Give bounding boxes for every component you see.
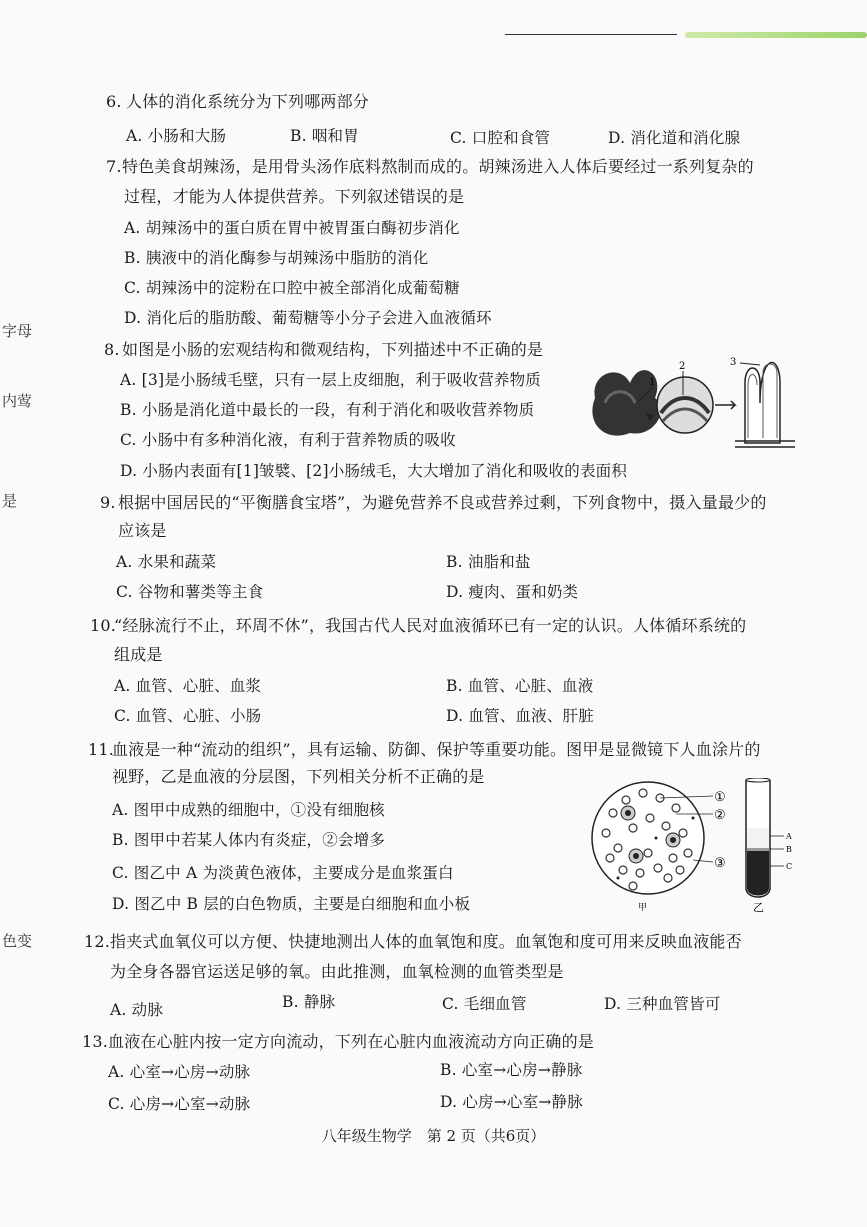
fig-label-yi: 乙	[753, 901, 764, 914]
option-a: A. 血管、心脏、血浆	[114, 677, 262, 695]
margin-note: 内莺	[2, 392, 33, 410]
margin-note: 是	[2, 492, 18, 510]
header-rule	[505, 34, 677, 35]
question-stem: 特色美食胡辣汤，是用骨头汤作底料熬制而成的。胡辣汤进入人体后要经过一系列复杂的	[122, 157, 754, 176]
blood-figure	[588, 778, 808, 916]
question-number: 12.	[84, 932, 111, 951]
question-stem-cont: 应该是	[118, 521, 167, 540]
option-a: A. [3]是小肠绒毛壁，只有一层上皮细胞，利于吸收营养物质	[120, 371, 542, 389]
question-number: 11.	[88, 740, 115, 759]
option-c: C. 小肠中有多种消化液，有利于营养物质的吸收	[120, 431, 456, 449]
question-number: 7.	[106, 157, 122, 176]
option-b: B. 血管、心脏、血液	[446, 677, 594, 695]
option-b: B. 心室→心房→静脉	[440, 1061, 583, 1079]
option-b: B. 胰液中的消化酶参与胡辣汤中脂肪的消化	[124, 249, 429, 267]
option-d: D. 三种血管皆可	[604, 995, 721, 1013]
question-stem-cont: 视野，乙是血液的分层图，下列相关分析不正确的是	[112, 767, 485, 786]
margin-note: 色变	[2, 932, 33, 950]
option-d: D. 小肠内表面有[1]皱襞、[2]小肠绒毛，大大增加了消化和吸收的表面积	[120, 462, 628, 480]
fig-label-2: 2	[679, 361, 686, 372]
question-number: 10.	[90, 616, 117, 635]
question-number: 8.	[104, 340, 120, 359]
option-b: B. 油脂和盐	[446, 553, 531, 571]
question-stem-cont: 为全身各器官运送足够的氧。由此推测，血氧检测的血管类型是	[110, 962, 564, 981]
option-d: D. 消化道和消化腺	[608, 129, 741, 147]
option-d: D. 消化后的脂肪酸、葡萄糖等小分子会进入血液循环	[124, 309, 492, 327]
option-c: C. 胡辣汤中的淀粉在口腔中被全部消化成葡萄糖	[124, 279, 460, 297]
fig-label-circ3: ③	[714, 856, 726, 871]
fig-label-a: A	[786, 832, 792, 841]
question-stem: 根据中国居民的“平衡膳食宝塔”，为避免营养不良或营养过剩，下列食物中，摄入量最少的	[118, 493, 767, 512]
question-stem-cont: 过程，才能为人体提供营养。下列叙述错误的是	[124, 187, 465, 206]
question-number: 13.	[82, 1032, 109, 1051]
option-a: A. 心室→心房→动脉	[108, 1063, 251, 1081]
option-a: A. 胡辣汤中的蛋白质在胃中被胃蛋白酶初步消化	[124, 219, 460, 237]
option-a: A. 水果和蔬菜	[116, 553, 217, 571]
option-c: C. 心房→心室→动脉	[108, 1095, 251, 1113]
fig-label-jia: 甲	[638, 903, 648, 913]
question-stem: 人体的消化系统分为下列哪两部分	[126, 92, 370, 111]
intestine-figure	[585, 343, 815, 453]
fig-label-circ1: ①	[714, 790, 726, 805]
highlight-mark	[685, 32, 867, 38]
option-d: D. 瘦肉、蛋和奶类	[446, 583, 579, 601]
question-stem: 血液是一种“流动的组织”，具有运输、防御、保护等重要功能。图甲是显微镜下人血涂片的	[112, 740, 761, 759]
fig-label-3: 3	[730, 357, 737, 368]
question-stem: 指夹式血氧仪可以方便、快捷地测出人体的血氧饱和度。血氧饱和度可用来反映血液能否	[110, 932, 742, 951]
fig-label-c: C	[786, 862, 793, 871]
question-stem-cont: 组成是	[114, 645, 163, 664]
option-a: A. 图甲中成熟的细胞中，①没有细胞核	[112, 801, 385, 819]
option-c: C. 口腔和食管	[450, 129, 551, 147]
page-footer: 八年级生物学 第 2 页（共6页）	[321, 1127, 546, 1145]
option-c: C. 血管、心脏、小肠	[114, 707, 262, 725]
option-a: A. 动脉	[110, 1001, 164, 1019]
option-a: A. 小肠和大肠	[126, 127, 227, 145]
question-number: 9.	[100, 493, 116, 512]
question-stem: “经脉流行不止，环周不休”，我国古代人民对血液循环已有一定的认识。人体循环系统的	[114, 616, 747, 635]
question-stem: 如图是小肠的宏观结构和微观结构，下列描述中不正确的是	[122, 340, 544, 359]
option-b: B. 小肠是消化道中最长的一段，有利于消化和吸收营养物质	[120, 401, 535, 419]
option-d: D. 心房→心室→静脉	[440, 1093, 583, 1111]
option-c: C. 图乙中 A 为淡黄色液体，主要成分是血浆蛋白	[112, 864, 454, 882]
option-c: C. 毛细血管	[442, 995, 527, 1013]
option-b: B. 图甲中若某人体内有炎症，②会增多	[112, 831, 386, 849]
option-d: D. 血管、血液、肝脏	[446, 707, 594, 725]
option-b: B. 咽和胃	[290, 127, 359, 145]
fig-label-b: B	[786, 845, 792, 854]
fig-label-circ2: ②	[714, 808, 726, 823]
option-c: C. 谷物和薯类等主食	[116, 583, 264, 601]
question-stem: 血液在心脏内按一定方向流动，下列在心脏内血液流动方向正确的是	[108, 1032, 595, 1051]
option-d: D. 图乙中 B 层的白色物质，主要是白细胞和血小板	[112, 895, 471, 913]
option-b: B. 静脉	[282, 993, 336, 1011]
margin-note: 字母	[2, 322, 33, 340]
fig-label-1: 1	[649, 377, 656, 388]
question-number: 6.	[106, 92, 122, 111]
